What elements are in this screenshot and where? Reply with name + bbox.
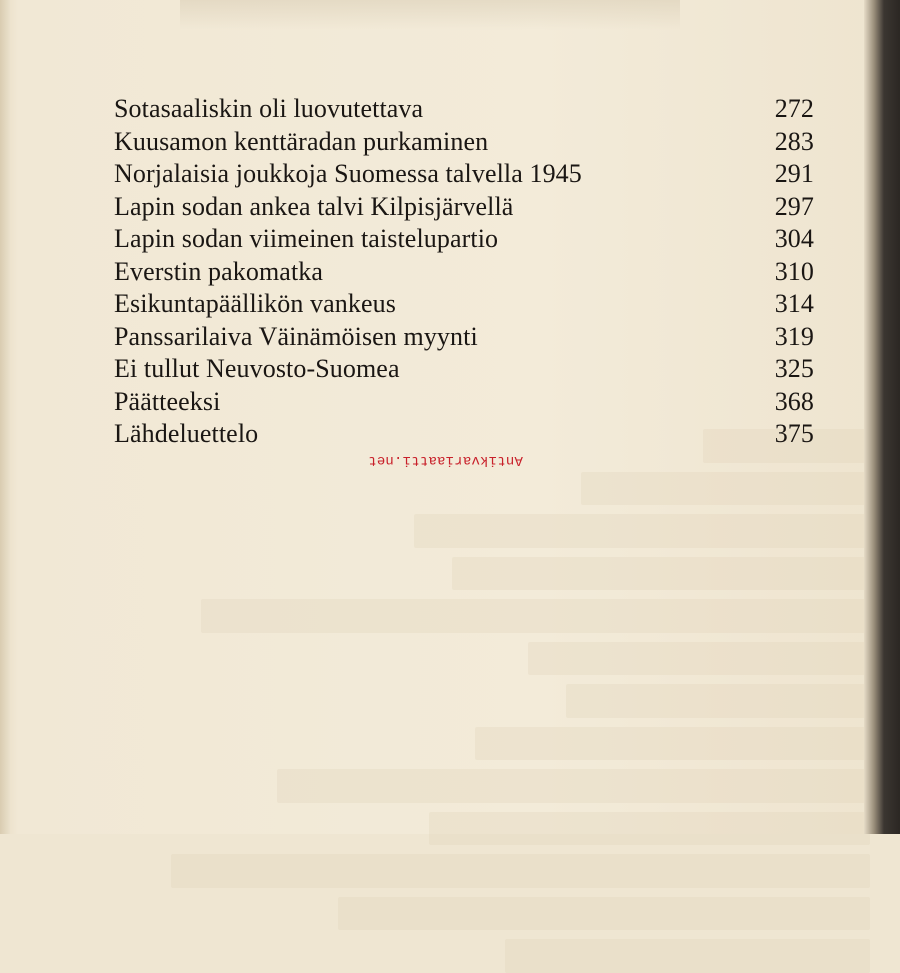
toc-entry <box>114 256 814 289</box>
toc-entry-page: 310 <box>774 256 814 286</box>
toc-entry <box>114 126 814 159</box>
show-through-text <box>110 420 870 973</box>
toc-entry-title: Päätteeksi <box>114 386 221 416</box>
toc-entry-page: 325 <box>774 354 814 383</box>
toc-entry-title: Esikuntapäällikön vankeus <box>114 289 396 318</box>
toc-entry-page: 319 <box>774 321 814 351</box>
page-left-edge <box>0 0 10 834</box>
toc-entry-page: 368 <box>774 386 814 416</box>
toc-entry <box>114 288 814 321</box>
toc-entry-title: Norjalaisia joukkoja Suomessa talvella 1945 <box>114 159 582 188</box>
toc-entry-page: 297 <box>774 191 814 221</box>
toc-entry-page: 304 <box>774 224 814 253</box>
toc-entry-page: 375 <box>774 419 814 448</box>
page-smudge <box>180 0 680 30</box>
watermark-stamp: Antikvariaatti.net <box>368 452 523 468</box>
toc-entry <box>114 386 814 419</box>
toc-entry <box>114 158 814 191</box>
toc-entry-page: 314 <box>774 289 814 318</box>
toc-entry-title: Lapin sodan ankea talvi Kilpisjärvellä <box>114 191 514 221</box>
toc-entry <box>114 321 814 354</box>
toc-entry-title: Kuusamon kenttäradan purkaminen <box>114 126 489 156</box>
toc-entry-title: Lähdeluettelo <box>114 419 259 448</box>
book-spine-shadow <box>864 0 900 834</box>
toc-entry-title: Everstin pakomatka <box>114 256 324 286</box>
toc-entry <box>114 223 814 256</box>
toc-entry <box>114 191 814 224</box>
toc-entry-title: Ei tullut Neuvosto-Suomea <box>114 354 400 383</box>
table-of-contents <box>114 93 814 451</box>
toc-entry-title: Lapin sodan viimeinen taistelupartio <box>114 224 499 253</box>
toc-entry-page: 291 <box>774 159 814 188</box>
toc-entry <box>114 93 814 126</box>
toc-entry-title: Sotasaaliskin oli luovutettava <box>114 94 424 123</box>
toc-entry <box>114 418 814 451</box>
toc-entry-page: 283 <box>774 126 814 156</box>
toc-entry <box>114 353 814 386</box>
toc-entry-title: Panssarilaiva Väinämöisen myynti <box>114 321 478 351</box>
toc-entry-page: 272 <box>774 94 814 123</box>
